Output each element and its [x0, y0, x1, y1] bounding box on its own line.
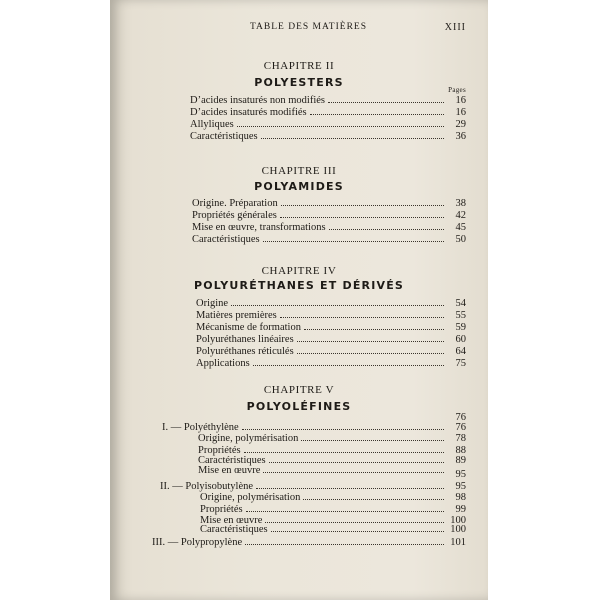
chapter-title: POLYAMIDES	[254, 180, 344, 193]
toc-entry[interactable]: Origine, polymérisation 98	[200, 492, 466, 503]
toc-entry[interactable]: Propriétés 88	[198, 445, 466, 456]
toc-entry[interactable]: Origine, polymérisation 78	[198, 433, 466, 444]
toc-entry[interactable]: D’acides insaturés non modifiés 16	[190, 95, 466, 106]
toc-entry[interactable]: Mise en œuvre 100	[200, 515, 466, 526]
toc-page-only: 95	[455, 469, 466, 480]
toc-entry[interactable]: Caractéristiques 100	[200, 524, 466, 535]
toc-entry[interactable]: D’acides insaturés modifiés 16	[190, 107, 466, 118]
chapter-label: CHAPITRE II	[263, 60, 335, 72]
chapter-title: POLYOLÉFINES	[246, 400, 352, 413]
toc-entry[interactable]: Mise en œuvre, transformations 45	[192, 222, 466, 233]
toc-entry[interactable]: Mécanisme de formation 59	[196, 322, 466, 333]
toc-entry[interactable]: Origine. Préparation 38	[192, 198, 466, 209]
toc-entry-section[interactable]: III. — Polypropylène 101	[152, 537, 466, 548]
toc-page-only: 76	[455, 412, 466, 423]
chapter-label: CHAPITRE III	[261, 165, 337, 177]
toc-entry[interactable]: Caractéristiques 89	[198, 455, 466, 466]
toc-entry[interactable]: Propriétés générales 42	[192, 210, 466, 221]
toc-entry[interactable]: Origine 54	[196, 298, 466, 309]
toc-entry-section[interactable]: I. — Polyéthylène 76	[162, 422, 466, 433]
toc-entry[interactable]: Allyliques 29	[190, 119, 466, 130]
toc-entry-section[interactable]: II. — Polyisobutylène 95	[160, 481, 466, 492]
toc-entry[interactable]: Propriétés 99	[200, 504, 466, 515]
chapter-title: POLYESTERS	[254, 76, 344, 89]
toc-entry[interactable]: Applications 75	[196, 358, 466, 369]
running-head-title: TABLE DES MATIÈRES	[250, 22, 367, 32]
toc-entry[interactable]: Polyuréthanes linéaires 60	[196, 334, 466, 345]
running-head-page-number: XIII	[444, 22, 466, 33]
toc-entry[interactable]: Caractéristiques 50	[192, 234, 466, 245]
chapter-label: CHAPITRE V	[263, 384, 335, 396]
book-page	[110, 0, 488, 600]
pages-column-label: Pages	[448, 86, 466, 94]
toc-entry[interactable]: Polyuréthanes réticulés 64	[196, 346, 466, 357]
toc-entry[interactable]: Caractéristiques 36	[190, 131, 466, 142]
chapter-label: CHAPITRE IV	[261, 265, 337, 277]
toc-entry[interactable]: Mise en œuvre	[198, 465, 466, 477]
chapter-title: POLYURÉTHANES ET DÉRIVÉS	[193, 279, 405, 292]
toc-entry[interactable]: Matières premières 55	[196, 310, 466, 321]
running-head	[110, 22, 488, 36]
